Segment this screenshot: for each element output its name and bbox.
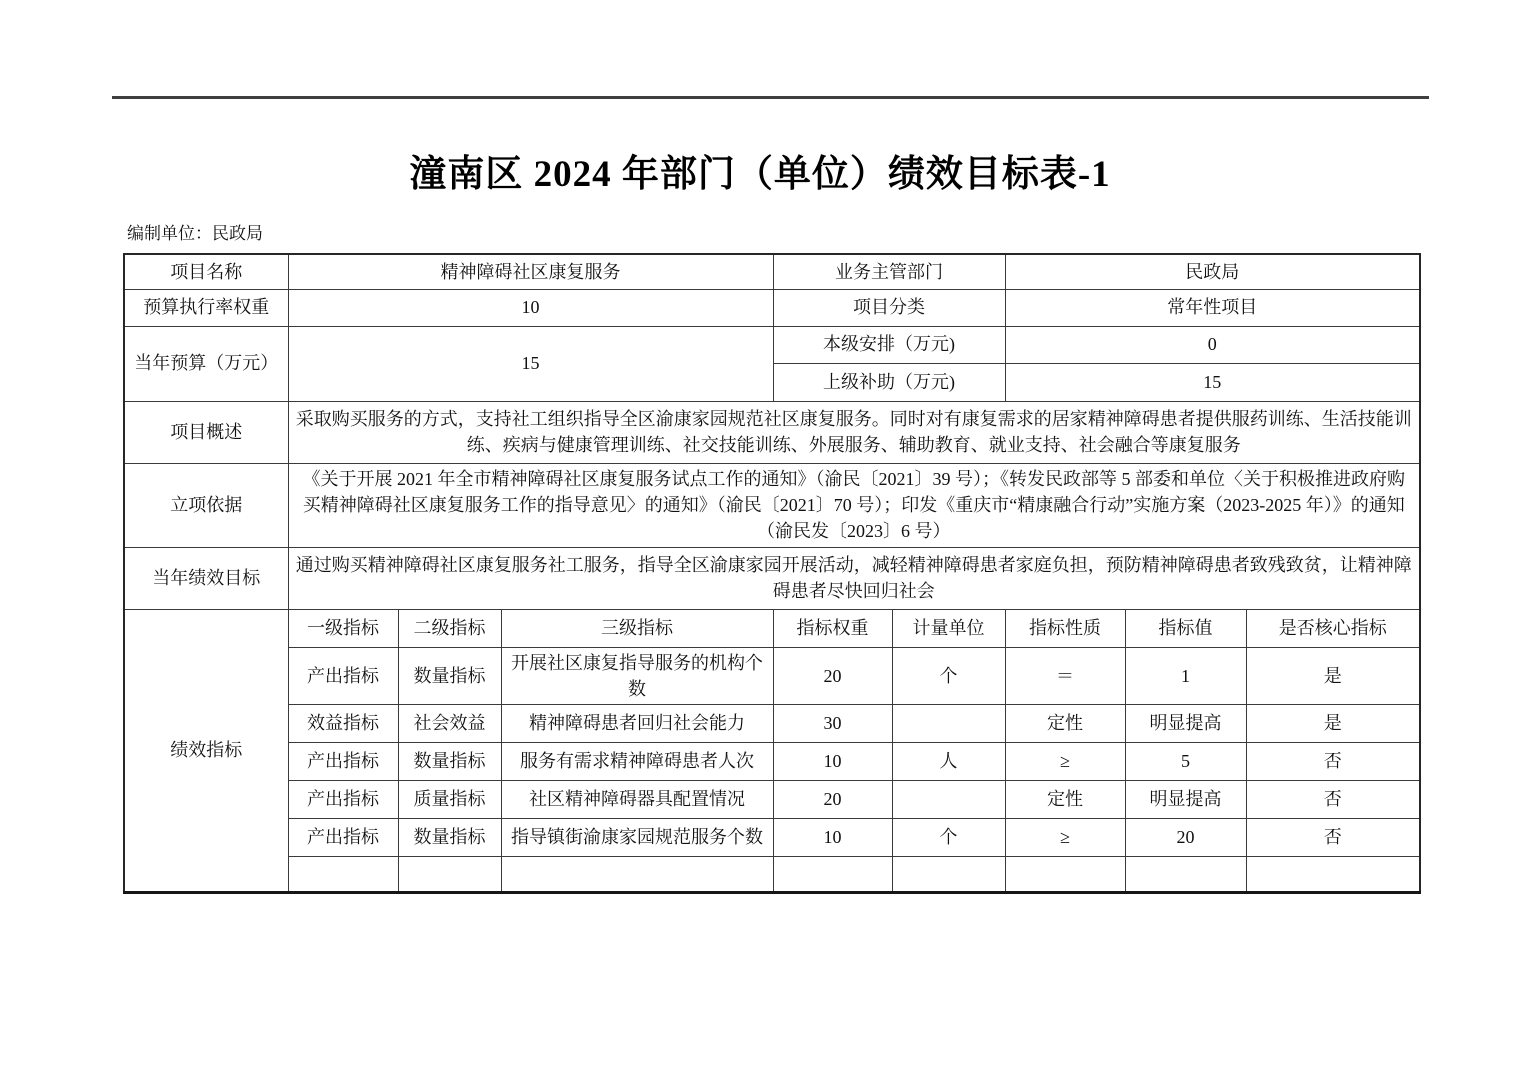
budget-weight-label-cell: 预算执行率权重 [124, 289, 288, 326]
indicator-cell: 10 [773, 742, 892, 780]
indicator-cell: 否 [1246, 818, 1420, 856]
performance-target-table [123, 253, 1421, 894]
basis-label-cell: 立项依据 [124, 463, 288, 547]
indicator-row-empty [124, 856, 1420, 892]
indicator-cell: 10 [773, 818, 892, 856]
row-basis [124, 463, 1420, 547]
indicator-cell: 明显提高 [1125, 780, 1246, 818]
local-budget-value-cell: 0 [1005, 326, 1420, 363]
header-rule [112, 96, 1429, 99]
row-overview [124, 401, 1420, 463]
indicator-cell: 否 [1246, 780, 1420, 818]
indicator-cell: 个 [892, 818, 1005, 856]
indicator-cell: 30 [773, 704, 892, 742]
row-year-budget-a [124, 326, 1420, 363]
indicator-cell: 效益指标 [288, 704, 398, 742]
indicator-cell: ≥ [1005, 742, 1125, 780]
indicator-cell: 个 [892, 647, 1005, 704]
prepared-by: 编制单位：民政局 [127, 224, 263, 243]
header-unit: 计量单位 [892, 609, 1005, 647]
page-title: 潼南区 2024 年部门（单位）绩效目标表-1 [409, 154, 1111, 195]
indicator-cell [892, 856, 1005, 892]
indicator-cell: 社区精神障碍器具配置情况 [501, 780, 773, 818]
category-value-cell: 常年性项目 [1005, 289, 1420, 326]
year-budget-label-cell: 当年预算（万元） [124, 326, 288, 401]
indicator-cell [1246, 856, 1420, 892]
indicator-cell: 20 [1125, 818, 1246, 856]
indicator-cell [892, 780, 1005, 818]
indicator-row [124, 647, 1420, 704]
project-name-value-cell: 精神障碍社区康复服务 [288, 254, 773, 289]
header-level1: 一级指标 [288, 609, 398, 647]
indicator-row [124, 704, 1420, 742]
indicator-cell [398, 856, 501, 892]
indicator-cell: 产出指标 [288, 780, 398, 818]
superior-budget-label-cell: 上级补助（万元) [773, 363, 1005, 401]
indicator-cell: 开展社区康复指导服务的机构个数 [501, 647, 773, 704]
header-level2: 二级指标 [398, 609, 501, 647]
indicator-cell: 精神障碍患者回归社会能力 [501, 704, 773, 742]
superior-budget-value-cell: 15 [1005, 363, 1420, 401]
indicator-cell: 是 [1246, 704, 1420, 742]
indicator-cell: 定性 [1005, 704, 1125, 742]
indicator-row [124, 780, 1420, 818]
row-project-name [124, 254, 1420, 289]
category-label-cell: 项目分类 [773, 289, 1005, 326]
overview-text-cell: 采取购买服务的方式，支持社工组织指导全区渝康家园规范社区康复服务。同时对有康复需求的居家精神障碍患者提供服药训练、生活技能训练、疾病与健康管理训练、社交技能训练、外展服务、辅助教育、就业支持、社会融合等康复服务 [288, 401, 1420, 463]
header-level3: 三级指标 [501, 609, 773, 647]
indicator-cell: 指导镇街渝康家园规范服务个数 [501, 818, 773, 856]
indicator-cell [1125, 856, 1246, 892]
indicator-cell [892, 704, 1005, 742]
indicator-row [124, 818, 1420, 856]
indicators-section-label-cell: 绩效指标 [124, 609, 288, 892]
indicator-cell [1005, 856, 1125, 892]
indicator-cell: 数量指标 [398, 742, 501, 780]
indicator-cell: 产出指标 [288, 818, 398, 856]
overview-label-cell: 项目概述 [124, 401, 288, 463]
indicator-cell: 人 [892, 742, 1005, 780]
project-name-label-cell: 项目名称 [124, 254, 288, 289]
indicator-cell: 数量指标 [398, 647, 501, 704]
local-budget-label-cell: 本级安排（万元) [773, 326, 1005, 363]
indicator-cell: 数量指标 [398, 818, 501, 856]
indicator-cell: 服务有需求精神障碍患者人次 [501, 742, 773, 780]
indicator-cell: 产出指标 [288, 647, 398, 704]
indicator-cell: 社会效益 [398, 704, 501, 742]
indicator-cell: 明显提高 [1125, 704, 1246, 742]
indicator-cell: ＝ [1005, 647, 1125, 704]
indicator-header-row [124, 609, 1420, 647]
dept-label-cell: 业务主管部门 [773, 254, 1005, 289]
indicator-cell: 20 [773, 780, 892, 818]
budget-weight-value-cell: 10 [288, 289, 773, 326]
goal-text-cell: 通过购买精神障碍社区康复服务社工服务，指导全区渝康家园开展活动，减轻精神障碍患者家庭负担，预防精神障碍患者致残致贫，让精神障碍患者尽快回归社会 [288, 547, 1420, 609]
header-core: 是否核心指标 [1246, 609, 1420, 647]
indicator-cell: 20 [773, 647, 892, 704]
row-budget-weight [124, 289, 1420, 326]
indicator-cell: 否 [1246, 742, 1420, 780]
dept-value-cell: 民政局 [1005, 254, 1420, 289]
indicator-cell: 1 [1125, 647, 1246, 704]
indicator-cell: 定性 [1005, 780, 1125, 818]
indicator-cell: 产出指标 [288, 742, 398, 780]
year-budget-value-cell: 15 [288, 326, 773, 401]
indicator-cell: 是 [1246, 647, 1420, 704]
indicator-cell: ≥ [1005, 818, 1125, 856]
header-weight: 指标权重 [773, 609, 892, 647]
indicator-cell: 5 [1125, 742, 1246, 780]
row-goal [124, 547, 1420, 609]
indicator-row [124, 742, 1420, 780]
basis-text-cell: 《关于开展 2021 年全市精神障碍社区康复服务试点工作的通知》（渝民〔2021〕39 号）；《转发民政部等 5 部委和单位〈关于积极推进政府购买精神障碍社区康复服务工作的指导意见〉的通知》（渝民〔2021〕70 号）；印发《重庆市“精康融合行动”实施方案（2023-2025 年）》的通知（渝民发〔2023〕6 号） [288, 463, 1420, 547]
header-value: 指标值 [1125, 609, 1246, 647]
indicator-cell [288, 856, 398, 892]
indicator-cell [501, 856, 773, 892]
indicator-cell: 质量指标 [398, 780, 501, 818]
header-nature: 指标性质 [1005, 609, 1125, 647]
indicator-cell [773, 856, 892, 892]
goal-label-cell: 当年绩效目标 [124, 547, 288, 609]
